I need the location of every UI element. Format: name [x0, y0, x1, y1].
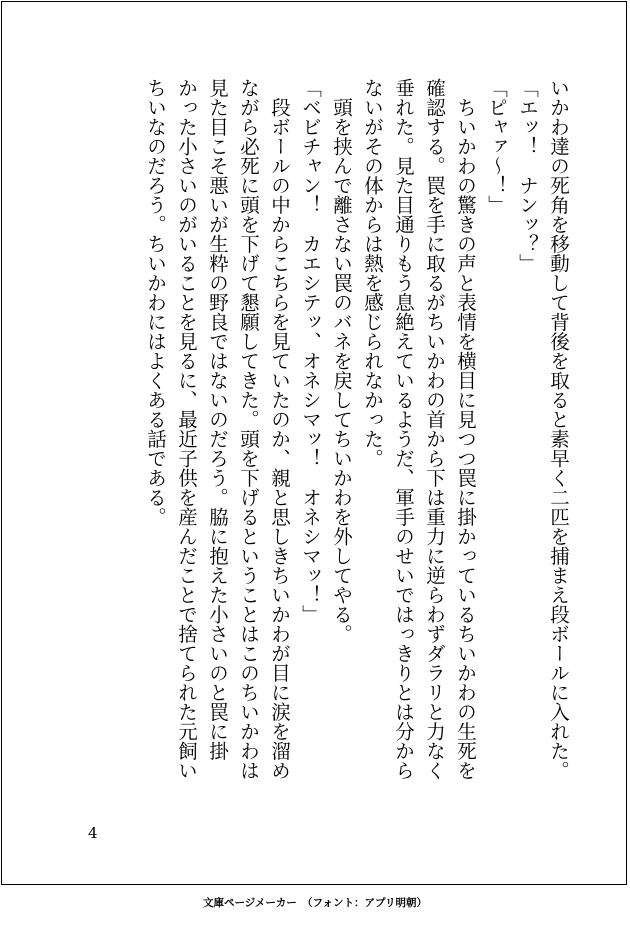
text-line-5: 確認する。罠を手に取るがちいかわの首から下は重力に逆らわずダラリと力なく — [423, 78, 446, 780]
text-line-7: ないがその体からは熱を感じられなかった。 — [361, 78, 384, 468]
text-line-8: 頭を挟んで離さない罠のバネを戻してちいかわを外してやる。 — [330, 78, 353, 644]
text-line-12: 見た目こそ悪いが生粋の野良ではないのだろう。脇に抱えた小さいのと罠に掛 — [206, 78, 229, 761]
text-line-13: かった小さいのがいることを見るに、最近子供を産んだことで捨てられた元飼い — [175, 78, 198, 780]
vertical-text-body — [140, 78, 574, 838]
footer-credit: 文庫ページメーカー （フォント：アプリ明朝） — [202, 897, 428, 909]
text-line-3: 「ピャァ～！」 — [485, 78, 508, 215]
text-line-4: ちいかわの驚きの声と表情を横目に見つつ罠に掛かっているちいかわの生死を — [454, 78, 477, 780]
text-line-1: いかわ達の死角を移動して背後を取ると素早く二匹を捕まえ段ボールに入れた。 — [547, 78, 570, 780]
text-line-9: 「ベビチャン！ カエシテッ、オネシマッ！ オネシマッ！」 — [299, 78, 322, 624]
page-number: 4 — [88, 824, 98, 842]
text-line-11: ながら必死に頭を下げて懇願してきた。頭を下げるということはこのちいかわは — [237, 78, 260, 780]
text-line-10: 段ボールの中からこちらを見ていたのか、親と思しきちいかわが目に涙を溜め — [268, 78, 291, 780]
text-line-6: 垂れた。見た目通りもう息絶えているようだ、軍手のせいではっきりとは分から — [392, 78, 415, 780]
text-line-14: ちいなのだろう。ちいかわにはよくある話である。 — [144, 78, 167, 527]
text-line-2: 「エッ！ ナンッ？」 — [516, 78, 539, 273]
page-frame — [1, 1, 627, 885]
